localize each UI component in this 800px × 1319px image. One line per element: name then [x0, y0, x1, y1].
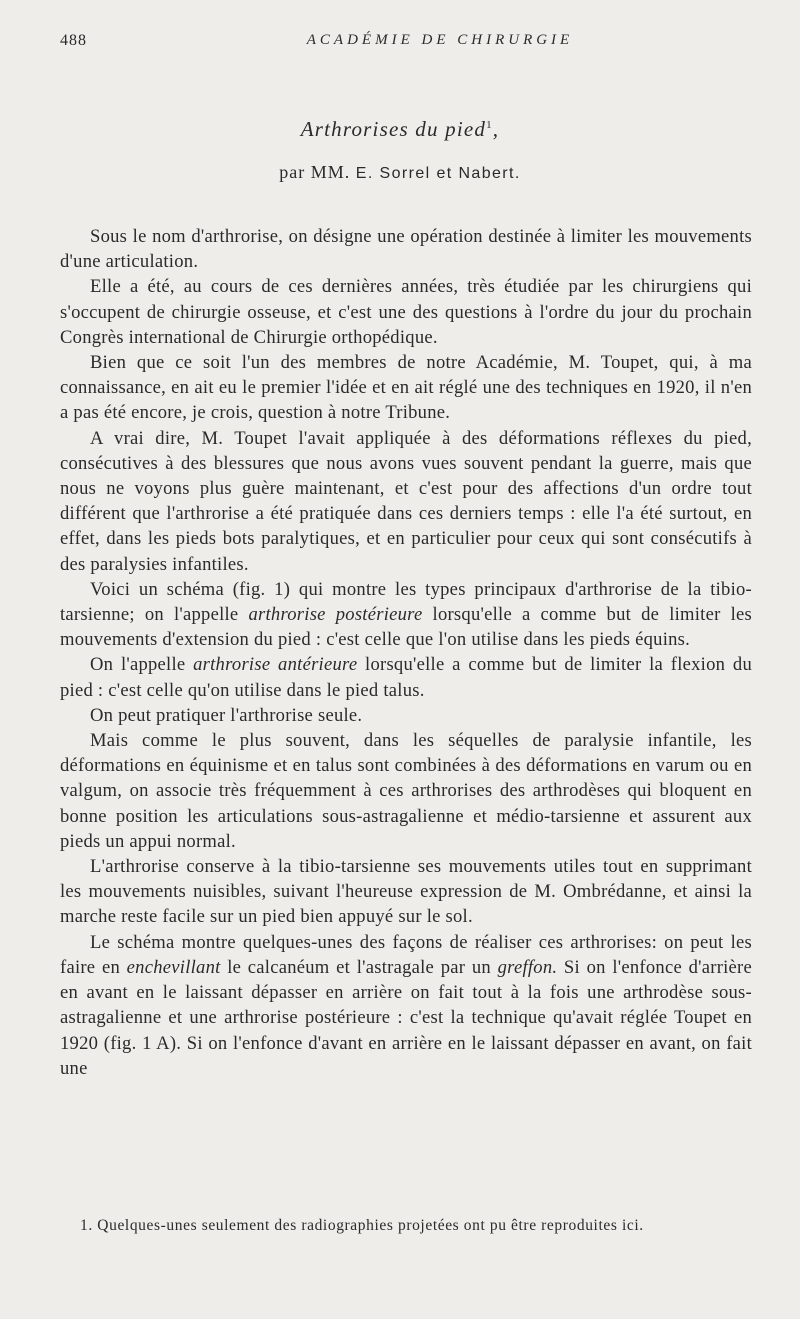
- emphasis-term: arthrorise postérieure: [248, 604, 423, 626]
- paragraph: On peut pratiquer l'arthrorise seule.: [90, 704, 363, 726]
- paragraph: [60, 652, 752, 702]
- paragraph: Elle a été, au cours de ces dernières années, très étudiée par les chirurgiens qui s'occupent de chirurgie osseuse, et c'est une des questions à l'ordre du jour du prochain Congrès international de Chirurgie orthopédique.: [60, 276, 752, 348]
- paragraph-text: Si on l'enfonce d'arrière en avant en le laissant dépasser en arrière on fait tout à la fois une arthrodèse sous-astragalienne et une arthrorise postérieure : c'est la technique qu'avait réglée Toupet en 1920 (fig. 1 A). Si on l'enfonce d'avant en arrière en le laissant dépasser en avant, on fait une: [60, 956, 752, 1079]
- title-text: Arthrorises du pied: [300, 117, 487, 141]
- emphasis-term: greffon.: [497, 956, 558, 978]
- paragraph-text: lorsqu'elle a comme but de limiter les mouvements d'extension du pied : c'est celle que l'on utilise dans les pieds équins.: [60, 604, 752, 651]
- footnote: 1. Quelques-unes seulement des radiographies projetées ont pu être reproduites ici.: [80, 1217, 644, 1234]
- paragraph: Mais comme le plus souvent, dans les séquelles de paralysie infantile, les déformations en équinisme et en talus sont combinées à des déformations en varum ou en valgum, on associe très fréquemment à ces arthrorises des arthrodèses qui bloquent en bonne position les articulations sous-astragalienne et médio-tarsienne et assurent aux pieds un appui normal.: [60, 730, 752, 852]
- paragraph-text: Voici un schéma (fig. 1) qui montre les types principaux d'arthrorise de la tibio-tarsienne; on l'appelle: [60, 578, 752, 626]
- article-body: [60, 224, 752, 1081]
- emphasis-term: arthrorise antérieure: [193, 654, 358, 676]
- page-header: [60, 32, 750, 52]
- paragraph-text: lorsqu'elle a comme but de limiter la flexion du pied : c'est celle qu'on utilise dans le pied talus.: [60, 654, 752, 701]
- footnote-marker: 1: [486, 119, 493, 131]
- authors-names: E. Sorrel et Nabert.: [355, 165, 521, 182]
- page-number: 488: [60, 32, 87, 49]
- emphasis-term: enchevillant: [126, 956, 221, 978]
- paragraph: Bien que ce soit l'un des membres de notre Académie, M. Toupet, qui, à ma connaissance, en ait eu le premier l'idée et en ait réglé une des techniques en 1920, il n'en a pas été encore, je crois, question à notre Tribune.: [60, 352, 752, 424]
- article-title: [0, 117, 800, 142]
- title-suffix: ,: [492, 117, 500, 141]
- paragraph: A vrai dire, M. Toupet l'avait appliquée à des déformations réflexes du pied, consécutives à des blessures que nous avons vues souvent pendant la guerre, mais que nous ne voyons plus guère maintenant, et c'est pour des affections d'un ordre tout différent que l'arthrorise a été pratiquée dans ces derniers temps : elle l'a été surtout, en effet, dans les pieds bots paralytiques, et en particulier pour ceux qui sont consécutifs à des paralysies infantiles.: [60, 427, 752, 575]
- authors-prefix: par MM.: [279, 162, 351, 182]
- article-authors: [0, 162, 800, 183]
- paragraph-text: Le schéma montre quelques-unes des façons de réaliser ces arthrorises: on peut les faire en: [60, 931, 752, 978]
- running-title: ACADÉMIE DE CHIRURGIE: [306, 32, 574, 48]
- paragraph-text: On l'appelle: [90, 654, 194, 676]
- paragraph: [60, 930, 752, 1081]
- paragraph-text: le calcanéum et l'astragale par un: [220, 956, 498, 978]
- paragraph: L'arthrorise conserve à la tibio-tarsienne ses mouvements utiles tout en supprimant les mouvements nuisibles, suivant l'heureuse expression de M. Ombrédanne, et ainsi la marche reste facile sur un pied bien appuyé sur le sol.: [60, 856, 752, 928]
- paragraph: [60, 577, 752, 653]
- paragraph: Sous le nom d'arthrorise, on désigne une opération destinée à limiter les mouvements d'une articulation.: [60, 226, 752, 273]
